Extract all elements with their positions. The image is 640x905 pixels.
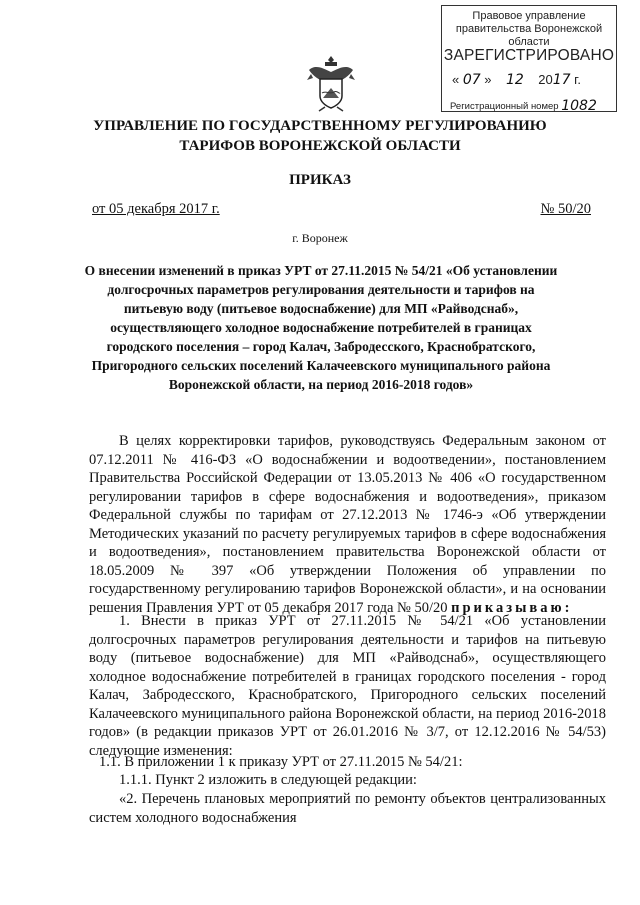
- item-1-1-1: 1.1.1. Пункт 2 изложить в следующей редакции:: [119, 772, 417, 788]
- stamp-reg-number: [450, 97, 612, 113]
- item-1-paragraph: [89, 612, 606, 760]
- document-type: ПРИКАЗ: [289, 172, 351, 188]
- stamp-org: Правовое управление правительства Воронежской области: [455, 10, 603, 48]
- item-1-1: 1.1. В приложении 1 к приказу УРТ от 27.11.2015 № 54/21:: [99, 754, 463, 770]
- stamp-date-suffix: г.: [574, 72, 581, 87]
- preamble-paragraph: [89, 432, 606, 617]
- document-date: от 05 декабря 2017 г.: [92, 201, 220, 217]
- stamp-year-prefix: 20: [538, 72, 553, 87]
- stamp-registered: ЗАРЕГИСТРИРОВАНО: [443, 47, 615, 64]
- stamp-date: « 07 » 12 2017 г.: [452, 72, 581, 88]
- stamp-year-suffix: 17: [552, 72, 571, 88]
- quoted-item-2-text: «2. Перечень плановых мероприятий по ремонту объектов централизованных систем холодного водоснабжения: [89, 791, 606, 826]
- document-number: № 50/20: [540, 201, 591, 217]
- preamble-text: В целях корректировки тарифов, руководствуясь Федеральным законом от 07.12.2011 № 416-ФЗ «О водоснабжении и водоотведении», постановлением Правительства Российской Федерации от 13.05.2013 № 406 «О государственном регулировании тарифов в сфере водоснабжения и водоотведения», приказом Федеральной службы по тарифам от 27.12.2013 № 1746-э «Об утверждении Методических указаний по расчету регулируемых тарифов в сфере водоснабжения и водоотведения», постановлением правительства Воронежской области от 18.05.2009 № 397 «Об утверждении Положения об управлении по государственному регулированию тарифов Воронежской области», и на основании решения Правления УРТ от 05 декабря 2017 года № 50/20: [89, 433, 606, 616]
- stamp-month: 12: [505, 72, 524, 88]
- organization-name: УПРАВЛЕНИЕ ПО ГОСУДАРСТВЕННОМУ РЕГУЛИРОВАНИЮ ТАРИФОВ ВОРОНЕЖСКОЙ ОБЛАСТИ: [93, 118, 547, 154]
- stamp-day: 07: [462, 72, 481, 88]
- stamp-reg-number-value: 1082: [561, 98, 597, 114]
- stamp-reg-number-label: Регистрационный номер: [450, 101, 559, 112]
- coat-of-arms-icon: [303, 52, 359, 112]
- quoted-item-2: [89, 790, 606, 827]
- order-word: приказываю:: [451, 599, 573, 616]
- item-1-text: 1. Внести в приказ УРТ от 27.11.2015 № 54/21 «Об установлении долгосрочных параметров регулирования деятельности и тарифов на питьевую воду (питьевое водоснабжение) для МП «Райводснаб», осуществляющего холодное водоснабжение потребителей в границах городского поселения - город Калач, Забродесского, Краснобратского, Пригородного сельских поселений Калачеевского муниципального района Воронежской области, на период 2016-2018 годов» (в редакции приказов УРТ от 26.01.2016 № 3/7, от 12.12.2016 № 54/53) следующие изменения:: [89, 613, 606, 759]
- registration-stamp: [441, 5, 617, 112]
- document-subject: О внесении изменений в приказ УРТ от 27.11.2015 № 54/21 «Об установлении долгосрочных параметров регулирования деятельности и тарифов на питьевую воду (питьевое водоснабжение) для МП «Райводснаб», осуществляющего холодное водоснабжение потребителей в границах городского поселения – город Калач, Забродесского, Краснобратского, Пригородного сельских поселений Калачеевского муниципального района Воронежской области, на период 2016-2018 годов»: [84, 263, 558, 392]
- document-city: г. Воронеж: [292, 231, 348, 245]
